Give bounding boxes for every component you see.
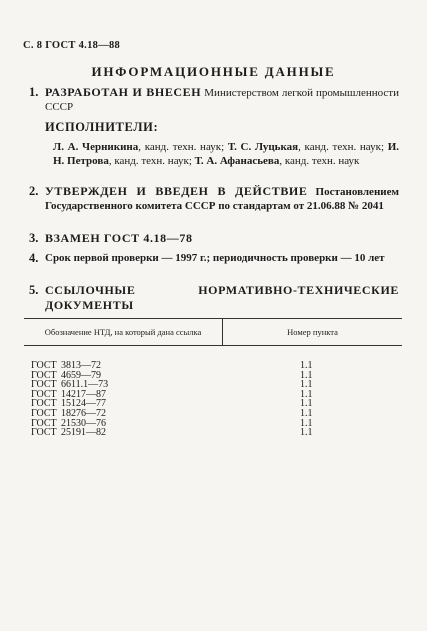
performer-name: Л. А. Черникина — [53, 141, 139, 153]
table-row: ГОСТ 18276—72 — [31, 407, 106, 419]
column-header-clause: Номер пункта — [223, 319, 403, 346]
section-heading: ВЗАМЕН ГОСТ 4.18—78 — [45, 231, 193, 245]
table-row: ГОСТ 25191—82 — [31, 427, 106, 439]
clause-cell: 1.1 — [300, 407, 313, 419]
performer-name: И. Н. Петрова — [53, 141, 399, 167]
clause-cell: 1.1 — [300, 388, 313, 400]
table-row: ГОСТ 6611.1—73 — [31, 379, 109, 391]
section-number: 5. — [29, 283, 39, 297]
section-4 — [29, 251, 399, 265]
reference-table — [24, 318, 402, 346]
table-row: ГОСТ 15124—77 — [31, 398, 106, 410]
section-number: 2. — [29, 184, 39, 198]
table-row: ГОСТ 14217—87 — [31, 388, 106, 400]
section-text: Министерством легкой промышленности СССР — [45, 87, 399, 113]
table-row: ГОСТ 3813—72 — [31, 360, 101, 371]
document-title: ИНФОРМАЦИОННЫЕ ДАННЫЕ — [91, 64, 336, 79]
column-header-designation: Обозначение НТД, на который дана ссылка — [24, 319, 223, 346]
section-number: 3. — [29, 231, 39, 245]
section-3 — [29, 231, 399, 246]
performers-list — [53, 140, 399, 168]
section-text: Постановлением Государственного комитета СССР по стандартам от 21.06.88 № 2041 — [45, 186, 399, 212]
performer-name: Т. С. Луцькая — [227, 141, 299, 153]
section-number: 1. — [29, 85, 39, 99]
performer-degree: , канд. техн. наук — [279, 155, 360, 167]
clause-cell: 1.1 — [300, 360, 313, 371]
section-heading: РАЗРАБОТАН И ВНЕСЕН — [45, 85, 202, 99]
table-row: ГОСТ 21530—76 — [31, 417, 106, 429]
clause-cell: 1.1 — [300, 398, 313, 410]
performers-heading: ИСПОЛНИТЕЛИ: — [45, 120, 159, 134]
clause-cell: 1.1 — [300, 427, 313, 439]
section-number: 4. — [29, 251, 39, 265]
performer-degree: , канд. техн. наук; — [298, 141, 388, 153]
section-heading: УТВЕРЖДЕН И ВВЕДЕН В ДЕЙСТВИЕ — [45, 184, 308, 198]
clause-cell: 1.1 — [300, 417, 313, 429]
section-1 — [29, 85, 399, 114]
designation-column — [31, 361, 108, 438]
section-5 — [29, 283, 399, 313]
section-heading: ССЫЛОЧНЫЕ НОРМАТИВНО-ТЕХНИЧЕСКИЕ ДОКУМЕНТЫ — [45, 283, 399, 312]
performer-degree: , канд. техн. наук; — [108, 155, 195, 167]
table-row: ГОСТ 4659—79 — [31, 369, 101, 381]
section-2 — [29, 184, 399, 213]
section-text: Срок первой проверки — 1997 г.; периодичность проверки — 10 лет — [45, 252, 385, 264]
clause-cell: 1.1 — [300, 369, 313, 381]
performer-name: Т. А. Афанасьева — [194, 155, 280, 167]
clause-cell: 1.1 — [300, 379, 313, 391]
performer-degree: , канд. техн. наук; — [138, 141, 228, 153]
clause-column — [300, 361, 313, 438]
page-header: С. 8 ГОСТ 4.18—88 — [23, 40, 121, 51]
